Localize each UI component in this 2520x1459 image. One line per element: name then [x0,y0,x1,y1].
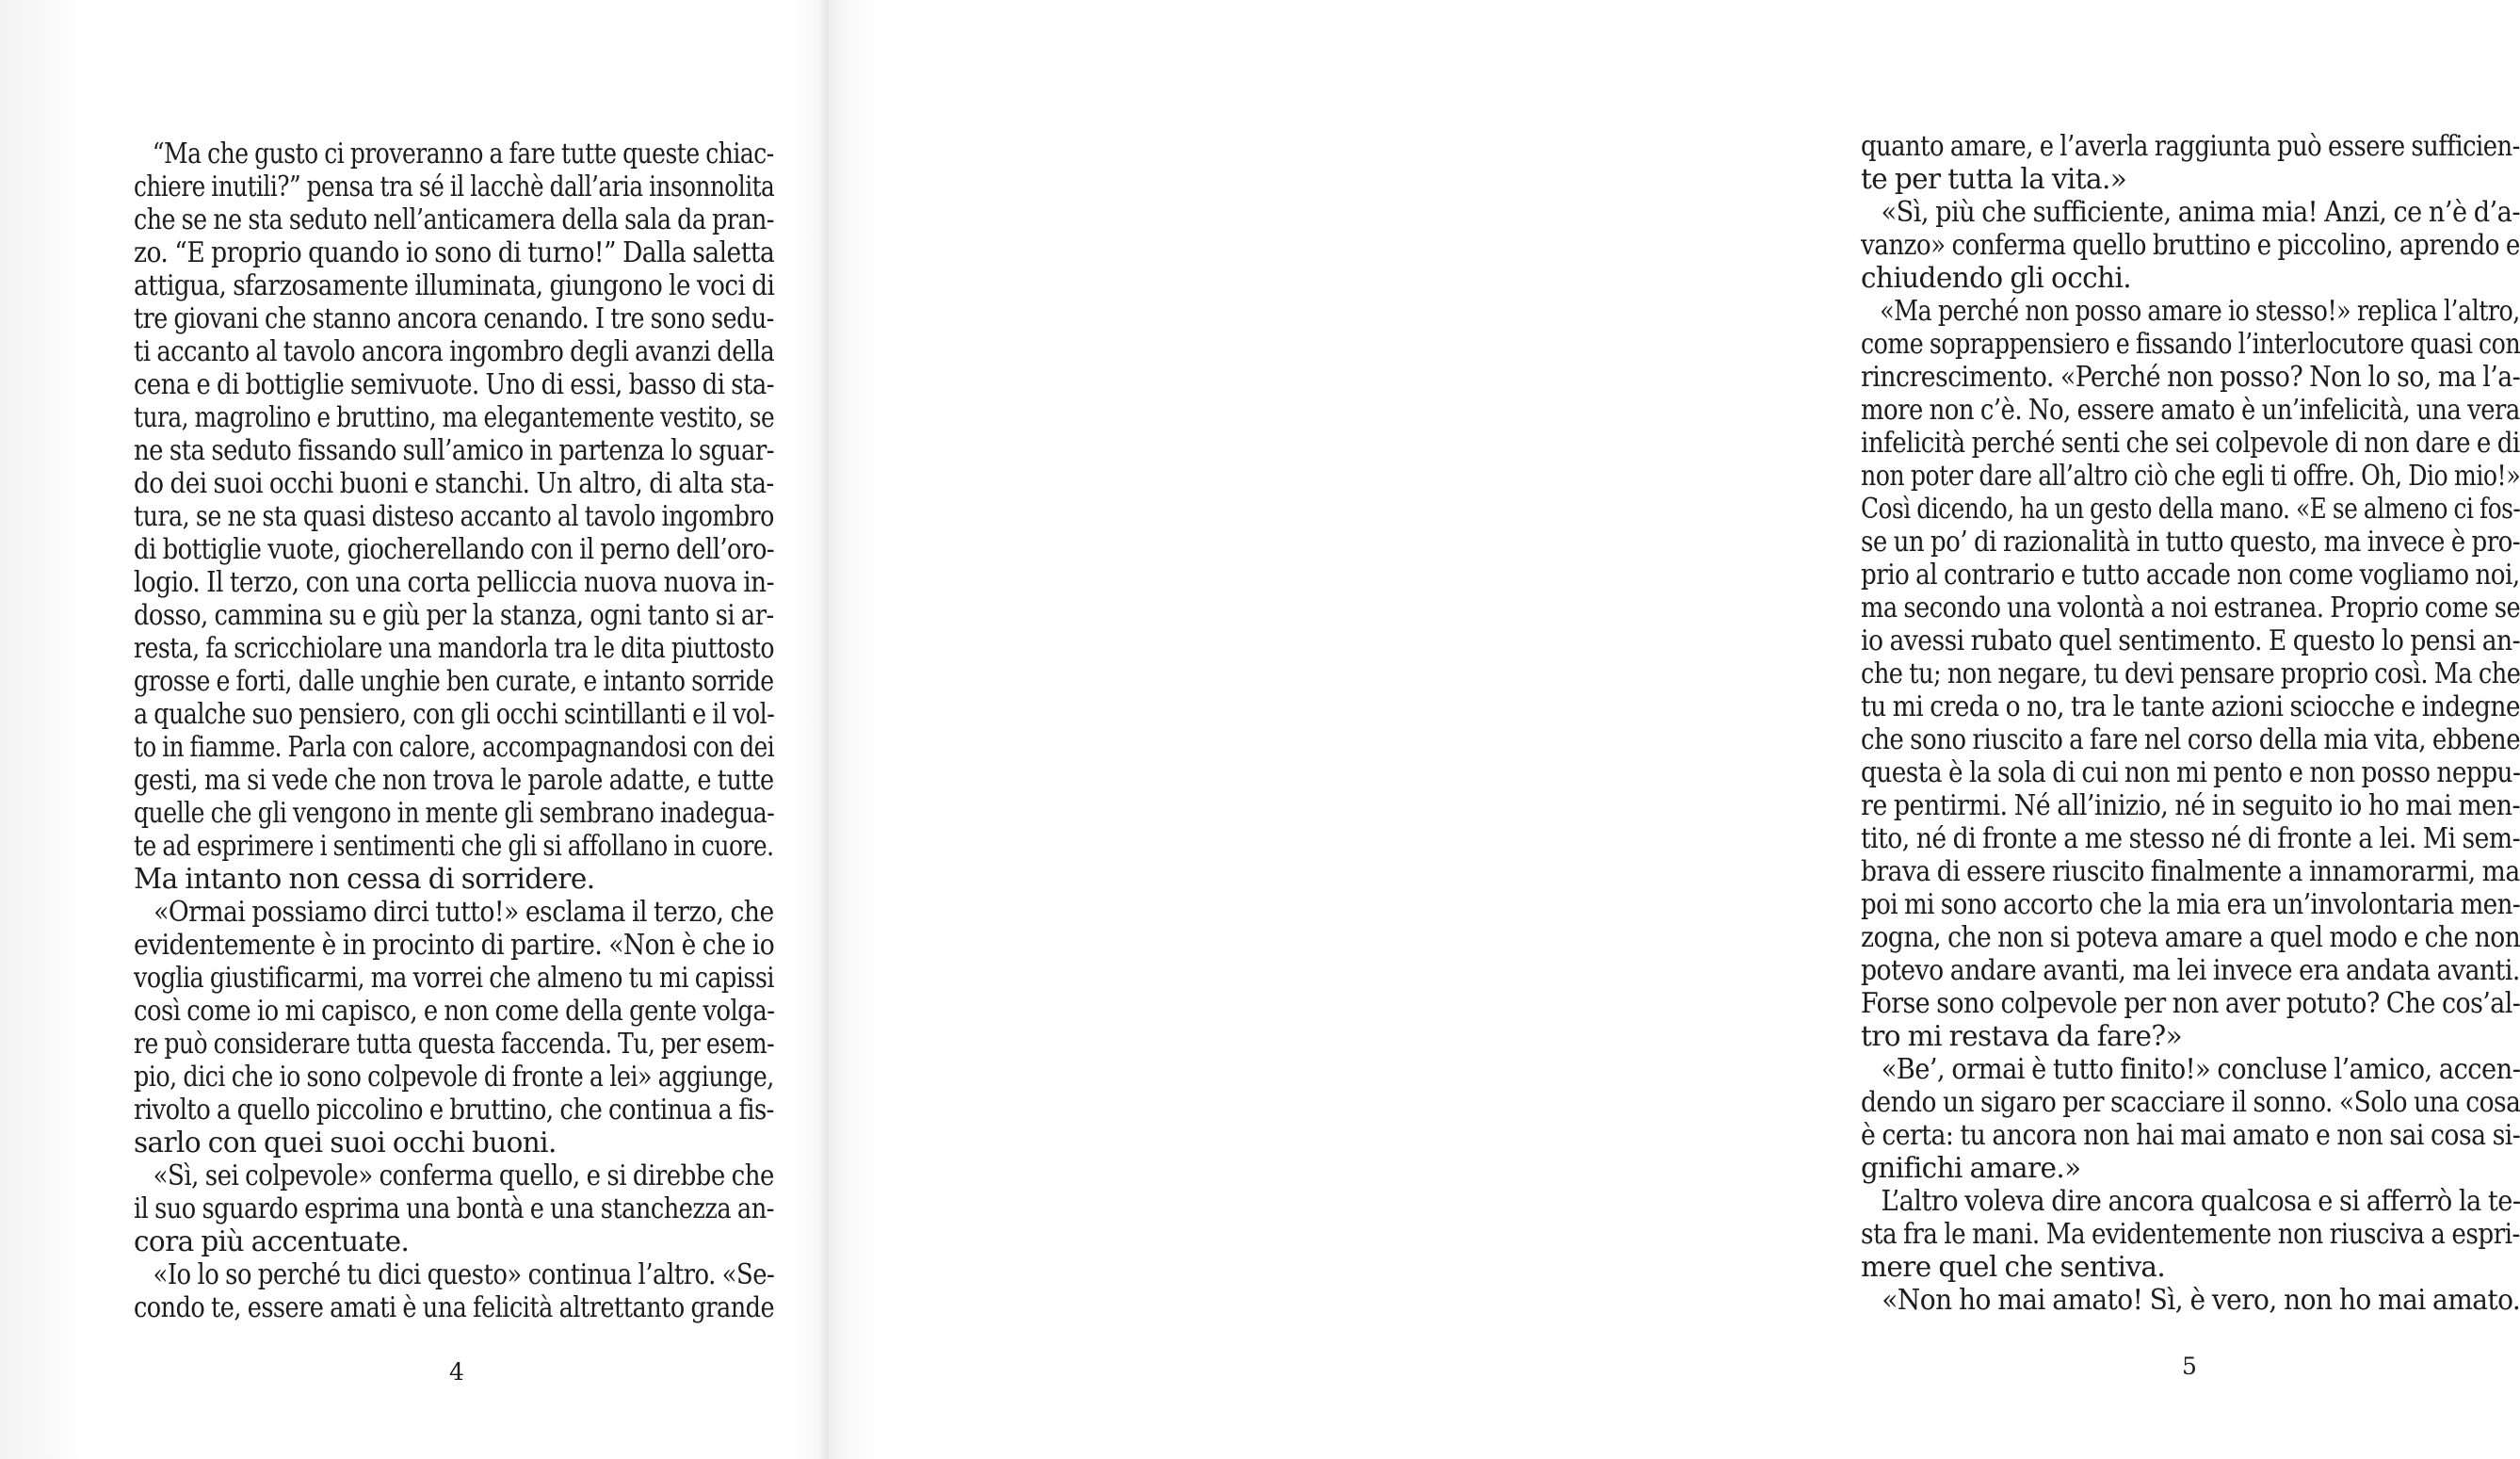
text-line: sarlo con quei suoi occhi buoni. [134,1127,557,1159]
text-line: di bottiglie vuote, giocherellando con il perno dell’oro- [134,533,775,565]
text-line: Forse sono colpevole per non aver potuto? Che cos’al- [1861,987,2520,1019]
left-page-text [134,138,774,1324]
text-line: che sono riuscito a fare nel corso della mia vita, ebbene [1861,723,2520,755]
text-line: mere quel che sentiva. [1861,1251,2166,1283]
text-line: condo te, essere amati è una felicità altrettanto grande [134,1291,775,1323]
text-line: prio al contrario e tutto accade non come vogliamo noi, [1861,559,2520,591]
text-line: rivolto a quello piccolino e bruttino, che continua a fis- [134,1094,774,1126]
text-line: sta fra le mani. Ma evidentemente non riusciva a espri- [1861,1218,2520,1250]
text-line: gesti, ma si vede che non trova le parole adatte, e tutte [134,764,774,796]
text-line: «Be’, ormai è tutto finito!» concluse l’amico, accen- [1861,1053,2520,1085]
text-line: zogna, che non si poteva amare a quel modo e che non [1861,921,2520,953]
text-line: che tu; non negare, tu devi pensare proprio così. Ma che [1861,657,2520,689]
text-line: ma secondo una volontà a noi estranea. Proprio come se [1861,592,2520,624]
text-line: grosse e forti, dalle unghie ben curate, e intanto sorride [134,665,774,697]
text-line: tro mi restava da fare?» [1861,1020,2183,1052]
text-line: tura, magrolino e bruttino, ma elegantemente vestito, se [134,401,775,433]
text-line: come soprappensiero e fissando l’interlocutore quasi con [1861,328,2520,360]
text-line: voglia giustificarmi, ma vorrei che almeno tu mi capissi [134,962,775,994]
text-line: brava di essere riuscito finalmente a innamorarmi, ma [1861,855,2520,887]
text-line: «Non ho mai amato! Sì, è vero, non ho mai amato. [1861,1284,2520,1316]
text-line: zo. “E proprio quando io sono di turno!” Dalla saletta [134,236,775,268]
text-line: resta, fa scricchiolare una mandorla tra le dita piuttosto [134,632,774,664]
text-line: cora più accentuate. [134,1225,410,1257]
text-line: more non c’è. No, essere amato è un’infelicità, una vera [1861,394,2520,426]
text-line: «Sì, più che sufficiente, anima mia! Anzi, ce n’è d’a- [1861,196,2520,228]
text-line: gnifichi amare.» [1861,1152,2081,1184]
text-line: non poter dare all’altro ciò che egli ti offre. Oh, Dio mio!» [1861,460,2520,492]
text-line: te per tutta la vita.» [1861,163,2127,195]
text-line: se un po’ di razionalità in tutto questo, ma invece è pro- [1861,526,2520,558]
text-line: dosso, cammina su e giù per la stanza, ogni tanto si ar- [134,599,774,631]
text-line: «Ma perché non posso amare io stesso!» replica l’altro, [1861,295,2520,327]
text-line: re può considerare tutta questa faccenda. Tu, per esem- [134,1028,775,1060]
right-page-text [1861,130,2520,1317]
text-line: do dei suoi occhi buoni e stanchi. Un altro, di alta sta- [134,467,774,499]
text-line: è certa: tu ancora non hai mai amato e non sai cosa si- [1861,1119,2520,1151]
text-line: «Io lo so perché tu dici questo» continua l’altro. «Se- [134,1258,775,1290]
right-page [829,0,2520,1459]
text-line: to in fiamme. Parla con calore, accompagnandosi con dei [134,731,775,763]
right-page-number: 5 [2182,1353,2197,1380]
text-line: che se ne sta seduto nell’anticamera della sala da pran- [134,203,774,235]
text-line: infelicità perché senti che sei colpevole di non dare e di [1861,427,2520,459]
text-line: re pentirmi. Né all’inizio, né in seguito io ho mai men- [1861,789,2520,821]
text-line: tura, se ne sta quasi disteso accanto al tavolo ingombro [134,500,774,532]
text-line: chiere inutili?” pensa tra sé il lacchè dall’aria insonnolita [134,170,775,203]
text-line: “Ma che gusto ci proveranno a fare tutte queste chiac- [134,138,774,170]
text-line: ti accanto al tavolo ancora ingombro degli avanzi della [134,335,775,367]
text-line: attigua, sfarzosamente illuminata, giungono le voci di [134,269,775,301]
text-line: pio, dici che io sono colpevole di fronte a lei» aggiunge, [134,1061,774,1093]
text-line: «Ormai possiamo dirci tutto!» esclama il terzo, che [134,896,774,928]
left-page-number: 4 [449,1358,464,1386]
text-line: vanzo» conferma quello bruttino e piccolino, aprendo e [1861,229,2520,261]
text-line: te ad esprimere i sentimenti che gli si affollano in cuore. [134,830,774,862]
text-line: così come io mi capisco, e non come della gente volga- [134,995,775,1027]
text-line: logio. Il terzo, con una corta pelliccia nuova nuova in- [134,566,774,598]
text-line: quanto amare, e l’averla raggiunta può essere sufficien- [1861,130,2520,162]
text-line: L’altro voleva dire ancora qualcosa e si afferrò la te- [1861,1185,2520,1217]
text-line: dendo un sigaro per scacciare il sonno. «Solo una cosa [1861,1086,2520,1118]
text-line: quelle che gli vengono in mente gli sembrano inadegua- [134,797,775,829]
text-line: il suo sguardo esprima una bontà e una stanchezza an- [134,1192,774,1224]
text-line: evidentemente è in procinto di partire. «Non è che io [134,929,775,961]
text-line: a qualche suo pensiero, con gli occhi scintillanti e il vol- [134,698,775,730]
text-line: Ma intanto non cessa di sorridere. [134,863,595,895]
text-line: io avessi rubato quel sentimento. E questo lo pensi an- [1861,624,2520,657]
text-line: tu mi creda o no, tra le tante azioni sciocche e indegne [1861,690,2520,722]
text-line: poi mi sono accorto che la mia era un’involontaria men- [1861,888,2520,920]
text-line: rincrescimento. «Perché non posso? Non lo so, ma l’a- [1861,361,2520,393]
text-line: «Sì, sei colpevole» conferma quello, e si direbbe che [134,1159,774,1192]
text-line: tre giovani che stanno ancora cenando. I tre sono sedu- [134,302,774,334]
text-line: tito, né di fronte a me stesso né di fronte a lei. Mi sem- [1861,822,2520,854]
left-page [0,0,829,1459]
text-line: questa è la sola di cui non mi pento e non posso neppu- [1861,756,2520,788]
text-line: Così dicendo, ha un gesto della mano. «E se almeno ci fos- [1861,493,2520,525]
text-line: chiudendo gli occhi. [1861,262,2132,294]
text-line: potevo andare avanti, ma lei invece era andata avanti. [1861,954,2520,986]
text-line: cena e di bottiglie semivuote. Uno di essi, basso di sta- [134,368,774,400]
text-line: ne sta seduto fissando sull’amico in partenza lo sguar- [134,434,775,466]
